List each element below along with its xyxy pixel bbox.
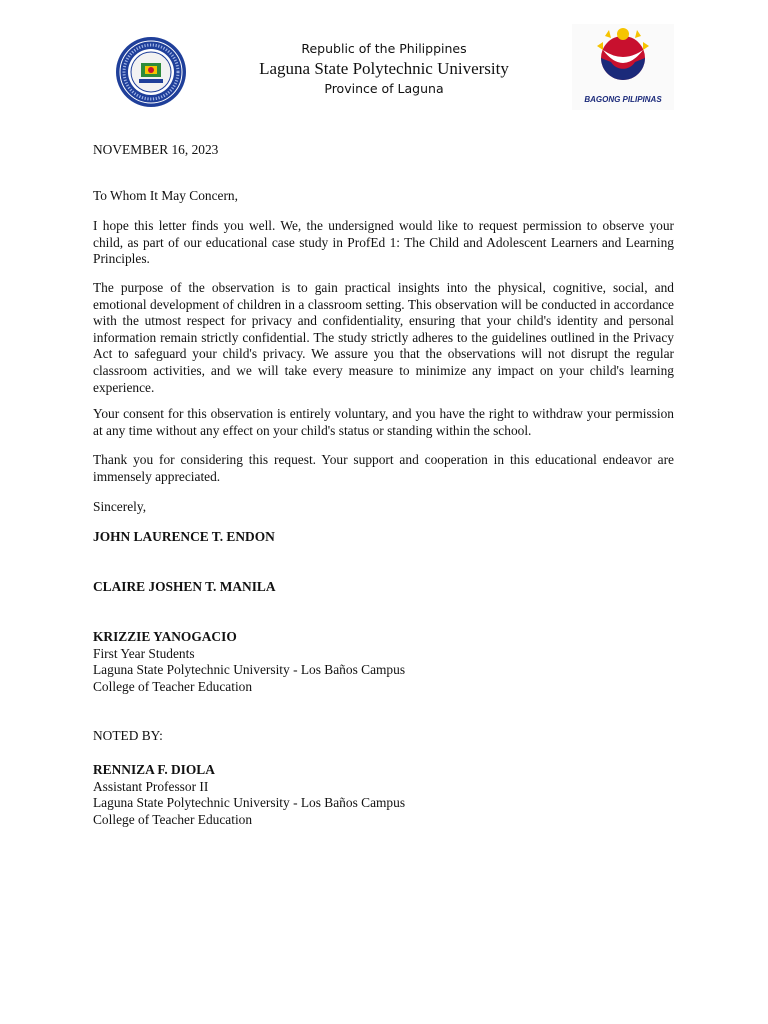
letterhead xyxy=(0,0,768,120)
students-role: First Year Students xyxy=(93,645,195,661)
lspu-seal-icon xyxy=(115,36,187,108)
letterhead-text xyxy=(234,40,534,98)
salutation: To Whom It May Concern, xyxy=(93,188,238,203)
signatory-1: JOHN LAURENCE T. ENDON xyxy=(93,529,275,544)
students-college: College of Teacher Education xyxy=(93,678,253,694)
letter-date: NOVEMBER 16, 2023 xyxy=(93,142,219,157)
country-name: Republic of the Philippines xyxy=(301,41,467,56)
signatory-2: CLAIRE JOSHEN T. MANILA xyxy=(93,579,276,594)
noted-by-title: Assistant Professor II xyxy=(93,778,209,794)
paragraph-3: Your consent for this observation is entirely voluntary, and you have the right to withdraw your permission at any time without any effect on your child's status or standing within the school. xyxy=(93,406,674,438)
noted-by-campus: Laguna State Polytechnic University - Los Baños Campus xyxy=(93,795,406,811)
paragraph-1: I hope this letter finds you well. We, the undersigned would like to request permission to observe your child, as part of our educational case study in ProfEd 1: The Child and Adolescent Learners and Learning Principles. xyxy=(93,218,674,267)
province-name: Province of Laguna xyxy=(324,81,444,96)
signatory-3: KRIZZIE YANOGACIO xyxy=(93,629,237,644)
noted-by-block xyxy=(93,762,674,828)
paragraph-2: The purpose of the observation is to gain practical insights into the physical, cognitive, social, and emotional development of children in a classroom setting. This observation will be conducted in accordance with the utmost respect for privacy and confidentiality, ensuring that your child's identity and personal information remain strictly confidential. The study strictly adheres to the guidelines outlined in the Privacy Act to safeguard your child's privacy. We assure you that the observations will not disrupt the regular classroom activities, and we will take every measure to minimize any impact on your child's learning experience. xyxy=(93,280,674,395)
signatory-3-block xyxy=(93,629,674,695)
university-name: Laguna State Polytechnic University xyxy=(259,59,509,78)
students-campus: Laguna State Polytechnic University - Los Baños Campus xyxy=(93,662,406,678)
noted-by-label: NOTED BY: xyxy=(93,728,163,743)
bagong-pilipinas-logo xyxy=(572,24,674,110)
logo-text: BAGONG PILIPINAS xyxy=(584,95,662,104)
closing: Sincerely, xyxy=(93,499,147,514)
paragraph-4: Thank you for considering this request. Your support and cooperation in this educational endeavor are immensely appreciated. xyxy=(93,452,674,484)
noted-by-name: RENNIZA F. DIOLA xyxy=(93,762,215,777)
noted-by-college: College of Teacher Education xyxy=(93,811,253,827)
